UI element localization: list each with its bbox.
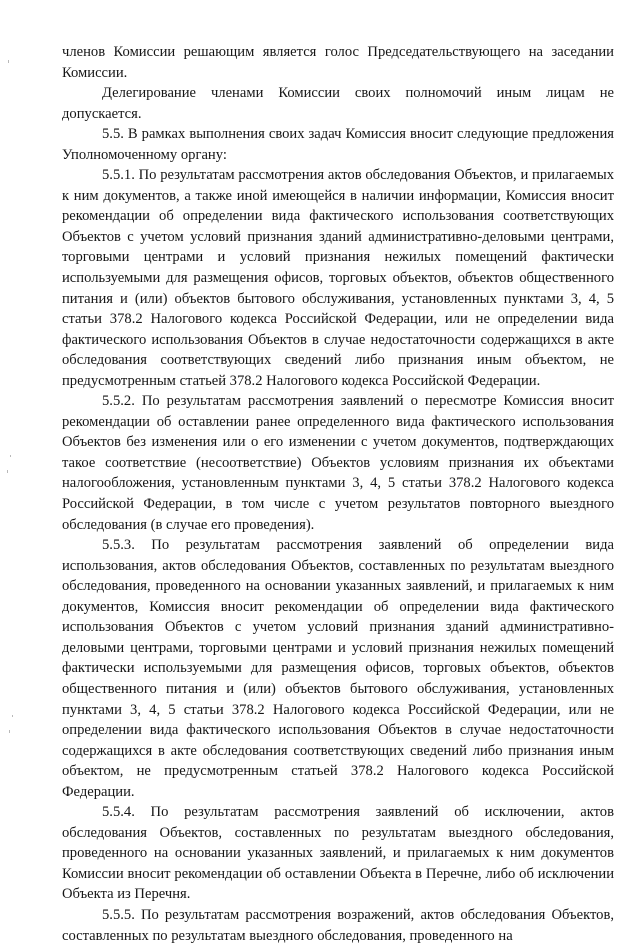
paragraph-5-5-5: 5.5.5. По результатам рассмотрения возражений, актов обследования Объектов, составленных по результатам выездного обследования, проведенного на — [62, 906, 614, 944]
paragraph-continuation: членов Комиссии решающим является голос Председательствующего на заседании Комиссии. — [62, 44, 614, 81]
scan-artifact — [9, 730, 10, 733]
scan-artifact — [8, 60, 9, 63]
paragraph-delegation: Делегирование членами Комиссии своих полномочий иным лицам не допускается. — [62, 85, 614, 122]
paragraph-5-5-2: 5.5.2. По результатам рассмотрения заявлений о пересмотре Комиссия вносит рекомендации об оставлении ранее определенного вида фактического использования Объектов без изменения или о его изменении с учетом документов, подтверждающих такое соответствие (несоответствие) Объектов условиям признания их объектами налогообложения, установленным пунктами 3, 4, 5 статьи 378.2 Налогового кодекса Российской Федерации, в том числе с учетом результатов повторного выездного обследования (в случае его проведения). — [62, 393, 614, 533]
paragraph-5-5-1: 5.5.1. По результатам рассмотрения актов обследования Объектов, и прилагаемых к ним документов, а также иной имеющейся в наличии информации, Комиссия вносит рекомендации об определении вида фактического использования соответствующих Объектов с учетом условий признания зданий административно-деловыми центрами, торговыми центрами и условий признания нежилых помещений фактически используемыми для размещения офисов, торговых объектов, объектов общественного питания и (или) объектов бытового обслуживания, установленных пунктами 3, 4, 5 статьи 378.2 Налогового кодекса Российской Федерации, или не определении вида фактического использования Объектов в случае недостаточности содержащихся в акте обследования соответствующих сведений либо признания иным объектом, не предусмотренным статьей 378.2 Налогового кодекса Российской Федерации. — [62, 167, 614, 389]
scan-artifact — [7, 470, 8, 473]
scan-artifact — [10, 455, 11, 457]
paragraph-5-5-4: 5.5.4. По результатам рассмотрения заявлений об исключении, актов обследования Объектов, составленных по результатам выездного обследования, проведенного на основании указанных заявлений, и прилагаемых к ним документов Комиссии вносит рекомендации об оставлении Объекта в Перечне, либо об исключении Объекта из Перечня. — [62, 804, 614, 903]
scan-artifact — [12, 715, 13, 717]
paragraph-5-5: 5.5. В рамках выполнения своих задач Комиссия вносит следующие предложения Уполномоченному органу: — [62, 126, 614, 163]
document-page — [62, 42, 614, 946]
paragraph-5-5-3: 5.5.3. По результатам рассмотрения заявлений об определении вида использования, актов обследования Объектов, составленных по результатам выездного обследования, проведенного на основании указанных заявлений, и прилагаемых к ним документов, Комиссия вносит рекомендации об определении вида фактического использования Объектов с учетом условий признания зданий административно-деловыми центрами, торговыми центрами и условий признания нежилых помещений фактически используемыми для размещения офисов, торговых объектов, объектов общественного питания и (или) объектов бытового обслуживания, установленных пунктами 3, 4, 5 статьи 378.2 Налогового кодекса Российской Федерации, или не определении вида фактического использования Объектов в случае недостаточности содержащихся в акте обследования соответствующих сведений либо признания иным объектом, не предусмотренным статьей 378.2 Налогового кодекса Российской Федерации. — [62, 537, 614, 800]
